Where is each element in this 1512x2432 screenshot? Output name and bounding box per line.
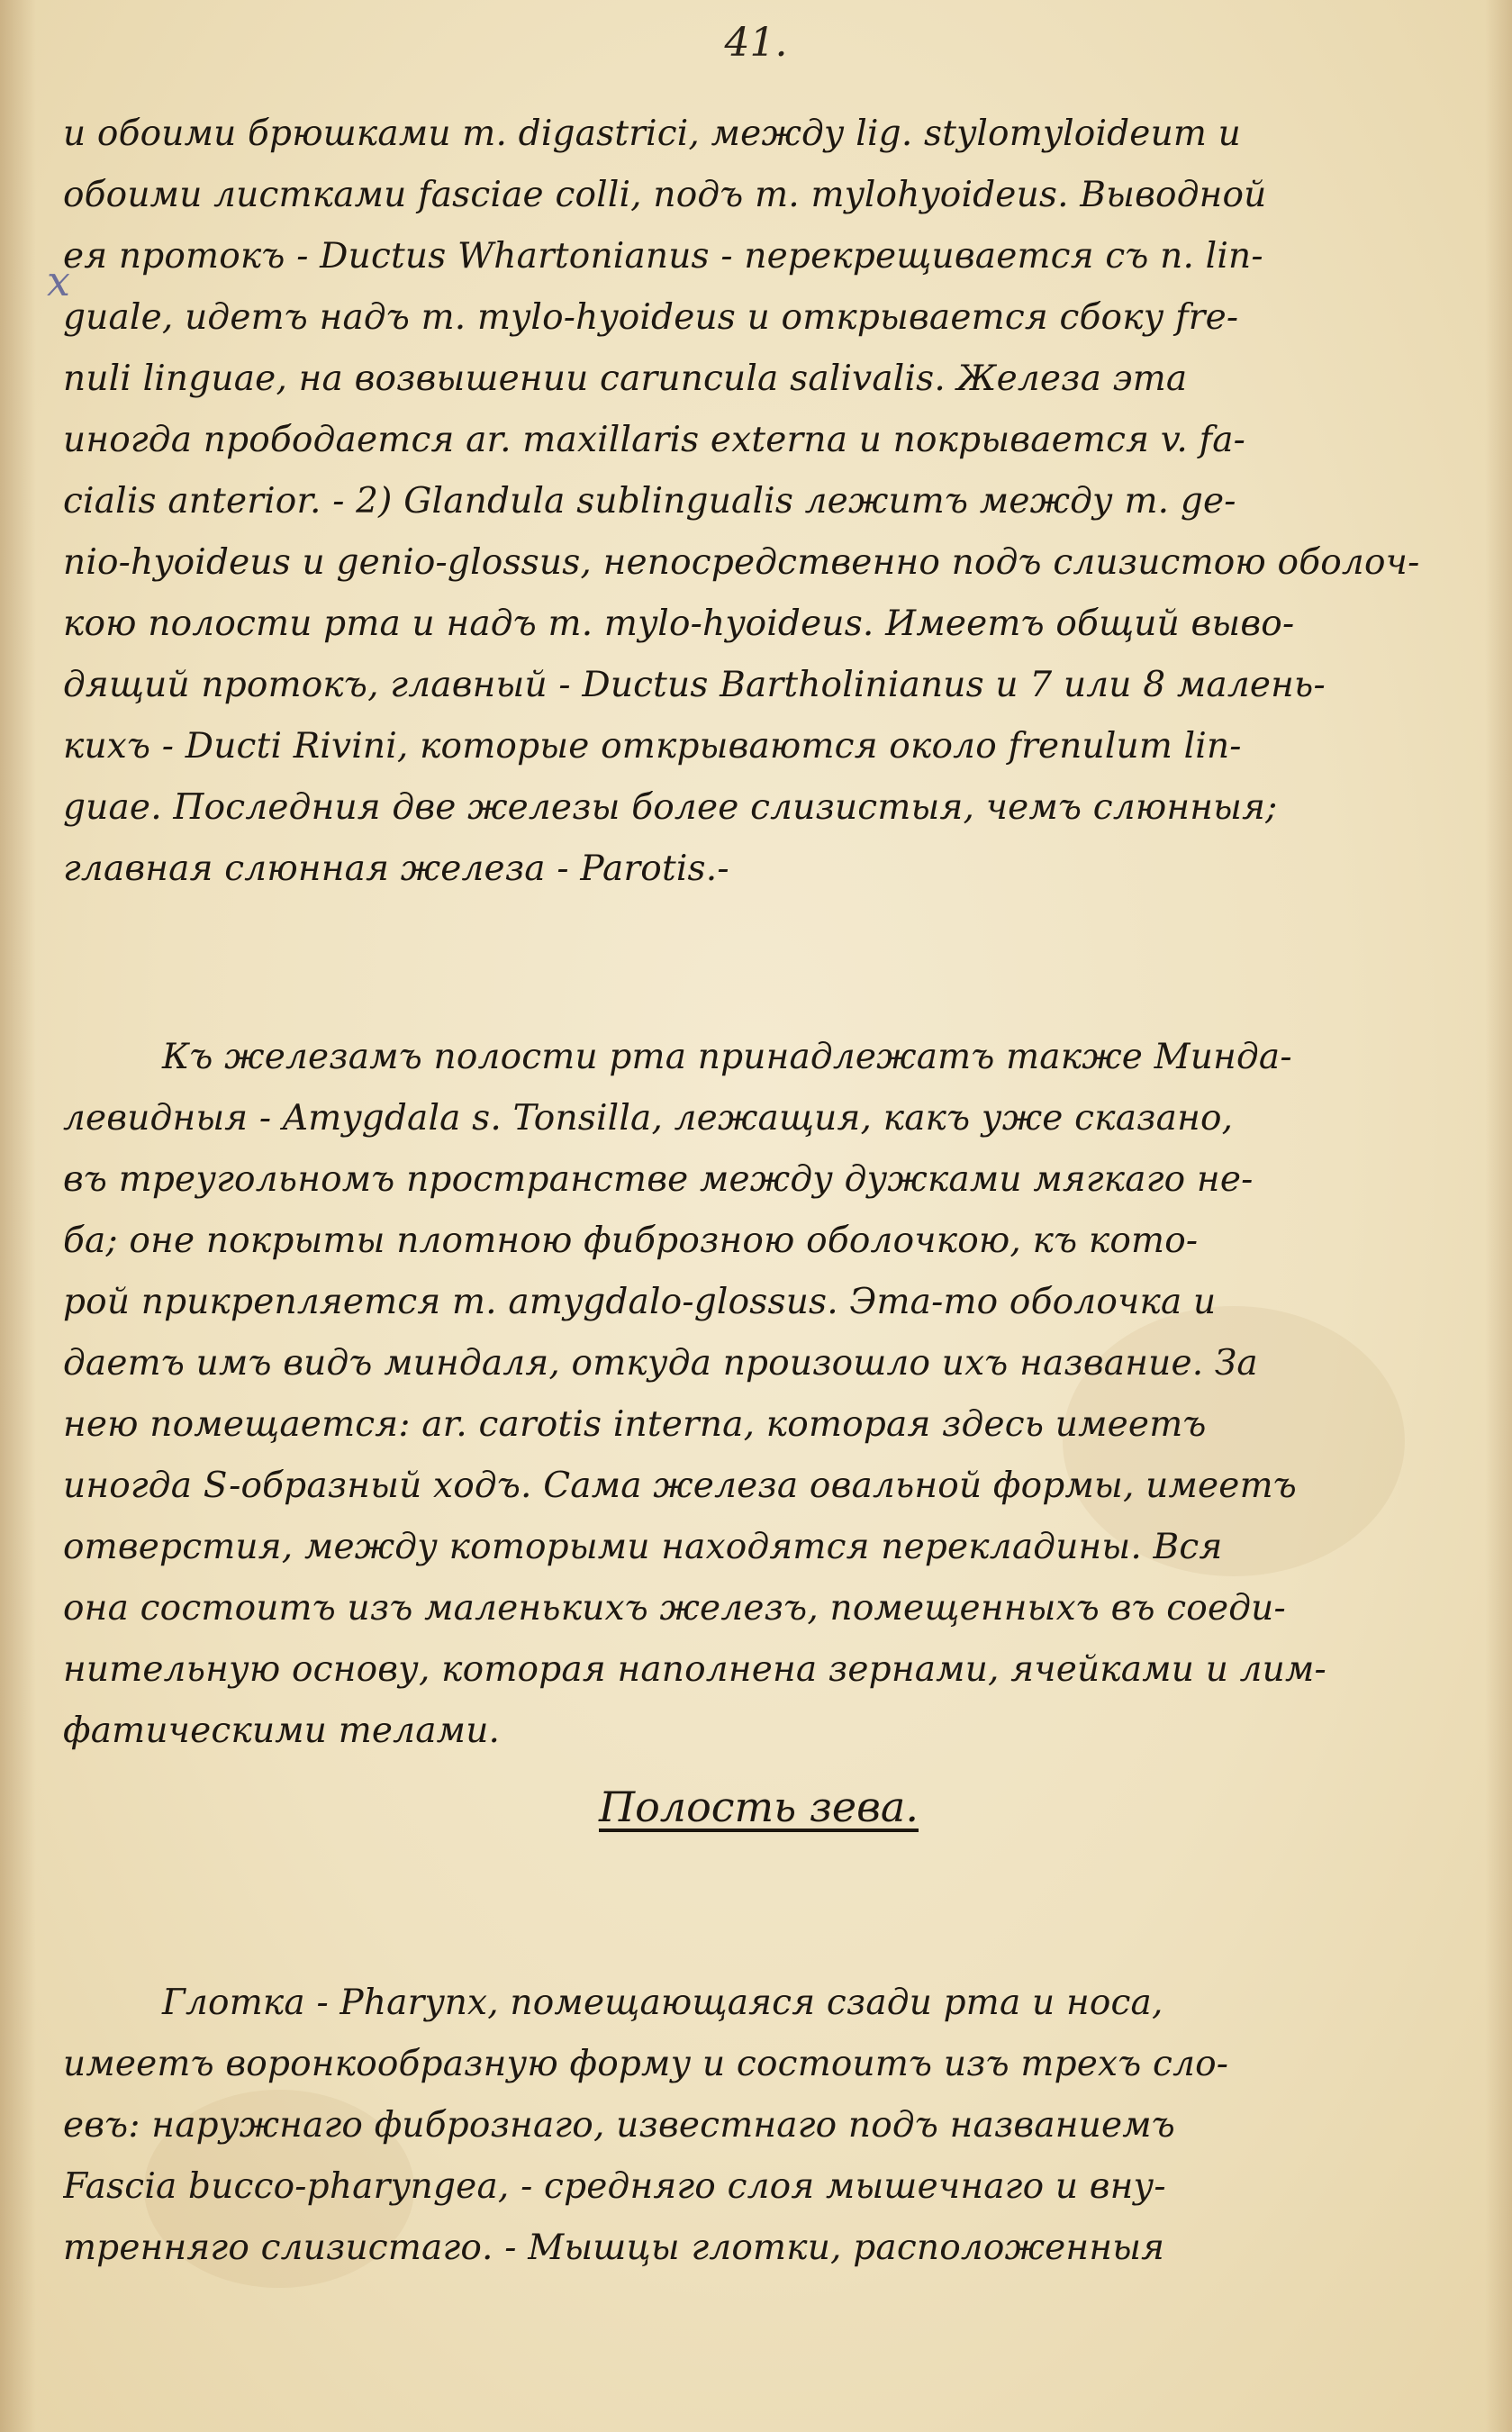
text-line: даетъ имъ видъ миндаля, откуда произошло ихъ название. За: [63, 1343, 1258, 1384]
text-line: главная слюнная железа - Parotis.-: [63, 848, 729, 889]
text-line: фатическими телами.: [63, 1711, 501, 1751]
text-line: обоими листками fasciae colli, подъ m. mylohyoideus. Выводной: [63, 175, 1267, 215]
text-line: рой прикрепляется m. amygdalo-glossus. Эта-то оболочка и: [63, 1282, 1217, 1322]
text-line: левидныя - Amygdala s. Tonsilla, лежащия, какъ уже сказано,: [63, 1098, 1234, 1139]
paragraph-pharynx: [63, 1973, 1454, 2279]
text-line: Глотка - Pharynx, помещающаяся сзади рта и носа,: [162, 1983, 1163, 2023]
text-line: кою полости рта и надъ m. mylo-hyoideus. Имеетъ общий выво-: [63, 603, 1295, 644]
text-line: нею помещается: ar. carotis interna, которая здесь имеетъ: [63, 1404, 1207, 1445]
text-line: тренняго слизистаго. - Мышцы глотки, расположенныя: [63, 2228, 1165, 2268]
text-line: евъ: наружнаго фибрознаго, известнаго подъ названиемъ: [63, 2105, 1175, 2146]
margin-mark: x: [47, 257, 70, 305]
page-edge-shadow-left: [0, 0, 36, 2432]
text-line: ея протокъ - Ductus Whartonianus - перекрещивается съ n. lin-: [63, 236, 1263, 277]
page-number: 41.: [724, 20, 788, 66]
paragraph-tonsils: [63, 1027, 1454, 1852]
text-line: въ треугольномъ пространстве между дужками мягкаго не-: [63, 1159, 1254, 1200]
text-line: nio-hyoideus и genio-glossus, непосредственно подъ слизистою оболоч-: [63, 542, 1420, 583]
text-line: кихъ - Ducti Rivini, которые открываются около frenulum lin-: [63, 726, 1242, 767]
text-line: guale, идетъ надъ m. mylo-hyoideus и открывается сбоку fre-: [63, 297, 1239, 338]
text-line: она состоитъ изъ маленькихъ железъ, помещенныхъ въ соеди-: [63, 1588, 1286, 1629]
text-line: дящий протокъ, главный - Ductus Bartholinianus и 7 или 8 малень-: [63, 665, 1326, 705]
paragraph-glands-continued: [63, 104, 1454, 900]
text-line: иногда S-образный ходъ. Сама железа овальной формы, имеетъ: [63, 1466, 1297, 1506]
text-line: nuli linguae, на возвышении caruncula salivalis. Железа эта: [63, 358, 1188, 399]
page-edge-shadow-right: [1485, 0, 1512, 2432]
text-line: отверстия, между которыми находятся перекладины. Вся: [63, 1527, 1223, 1567]
text-line: и обоими брюшками m. digastrici, между lig. stylomyloideum и: [63, 113, 1241, 154]
text-line: Fascia bucco-pharyngea, - средняго слоя мышечнаго и вну-: [63, 2166, 1166, 2207]
text-line: ба; оне покрыты плотною фиброзною оболочкою, къ кото-: [63, 1221, 1199, 1261]
text-line: имеетъ воронкообразную форму и состоитъ изъ трехъ сло-: [63, 2044, 1229, 2084]
text-line: иногда прободается ar. maxillaris externa и покрывается v. fa-: [63, 420, 1246, 460]
text-line: Къ железамъ полости рта принадлежатъ также Минда-: [162, 1037, 1292, 1077]
text-line: нительную основу, которая наполнена зернами, ячейками и лим-: [63, 1649, 1326, 1690]
text-line: guae. Последния две железы более слизистыя, чемъ слюнныя;: [63, 787, 1278, 828]
section-heading: Полость зева.: [599, 1783, 919, 1831]
text-line: cialis anterior. - 2) Glandula sublingualis лежитъ между m. ge-: [63, 481, 1236, 522]
